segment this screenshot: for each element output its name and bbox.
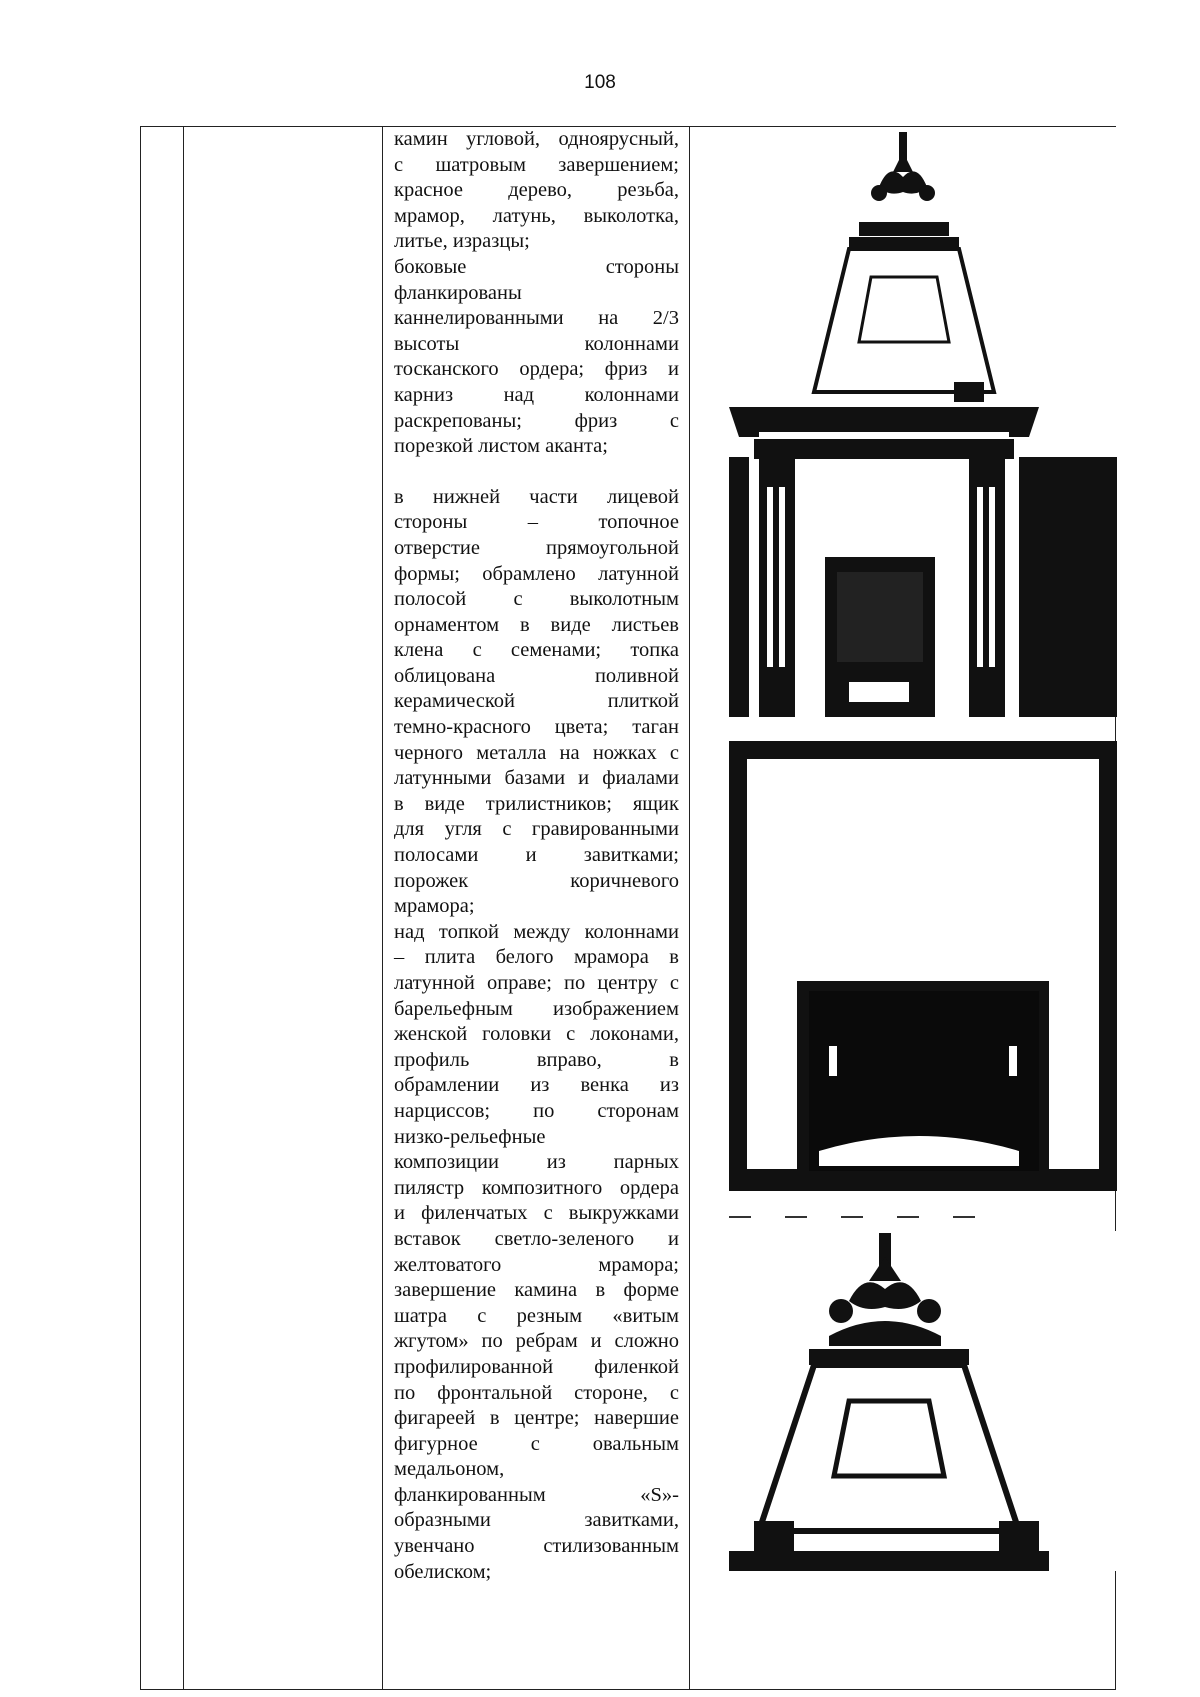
description-line: облицована поливной [394,664,679,687]
description-line: темно-красного цвета; таган [394,716,679,739]
description-line: полосой с выколотным [394,588,679,611]
description-text [394,127,679,1585]
description-line: раскрепованы; фриз с [394,409,679,432]
description-line: композиции из парных [394,1151,679,1174]
column-divider [382,127,383,1689]
description-line: мрамора; [394,895,475,918]
description-line: шатра с резным «витым [394,1304,679,1327]
description-line: увенчано стилизованным [394,1535,679,1558]
catalog-table [140,126,1116,1690]
description-line: и филенчатых с выкружками [394,1202,679,1225]
column-divider [689,127,690,1689]
description-line: черного металла на ножках с [394,741,679,764]
description-line: боковые стороны [394,255,679,278]
description-line: образными завитками, [394,1509,679,1532]
fireplace-top-photo [729,127,1117,717]
description-line: латунной оправе; по центру с [394,972,679,994]
description-line: фигурное с овальным [394,1432,679,1455]
description-line: обелиском; [394,1560,492,1583]
description-line: керамической плиткой [394,690,679,713]
description-line: для угля с гравированными [394,818,679,841]
description-line: жгутом» по ребрам и сложно [394,1330,679,1353]
description-line: порожек коричневого [394,869,679,892]
description-line: нарциссов; по сторонам [394,1099,679,1122]
description-line: мрамор, латунь, выколотка, [394,204,679,227]
description-line: красное дерево, резьба, [394,179,679,202]
description-line: тосканского ордера; фриз и [394,358,679,381]
description-line: по фронтальной стороне, с [394,1381,679,1404]
description-line: пилястр композитного ордера [394,1176,679,1199]
description-line: литье, изразцы; [394,230,530,253]
column-divider [183,127,184,1689]
description-line: фланкированным «S»- [394,1483,679,1506]
description-line: фланкированы [394,281,522,304]
description-line [394,460,679,485]
description-line: профилированной филенкой [394,1355,679,1378]
description-line: в нижней части лицевой [394,485,679,508]
fireplace-front-photo [729,741,1117,1191]
dashed-separator [729,1214,1117,1220]
description-line: латунными базами и фиалами [394,767,679,790]
description-line: порезкой листом аканта; [394,435,608,458]
description-line: клена с семенами; топка [394,639,679,662]
description-line: обрамлении из венка из [394,1074,679,1097]
description-line: орнаментом в виде листьев [394,613,679,636]
description-line: в виде трилистников; ящик [394,792,679,815]
description-line: высоты колоннами [394,332,679,355]
description-line: полосами и завитками; [394,844,679,867]
description-line: с шатровым завершением; [394,153,679,176]
description-line: каннелированными на 2/3 [394,307,679,330]
description-line: завершение камина в форме [394,1279,679,1302]
description-line: медальоном, [394,1458,505,1481]
description-line: профиль вправо, в [394,1048,679,1071]
description-line: вставок светло-зеленого и [394,1227,679,1250]
photo-column [729,127,1117,1691]
fireplace-crown-photo [729,1231,1117,1571]
page-number: 108 [584,72,616,93]
description-line: стороны – топочное [394,511,679,534]
description-line: – плита белого мрамора в [394,946,679,969]
description-line: карниз над колоннами [394,383,679,406]
description-line: барельефным изображением [394,997,679,1020]
description-line: формы; обрамлено латунной [394,562,679,585]
description-line: отверстие прямоугольной [394,536,679,559]
description-line: над топкой между колоннами [394,920,679,943]
description-line: камин угловой, одноярусный, [394,128,679,150]
description-line: женской головки с локонами, [394,1023,679,1046]
description-line: фигареей в центре; навершие [394,1407,679,1430]
description-line: низко-рельефные [394,1125,546,1148]
description-line: желтоватого мрамора; [394,1253,679,1276]
